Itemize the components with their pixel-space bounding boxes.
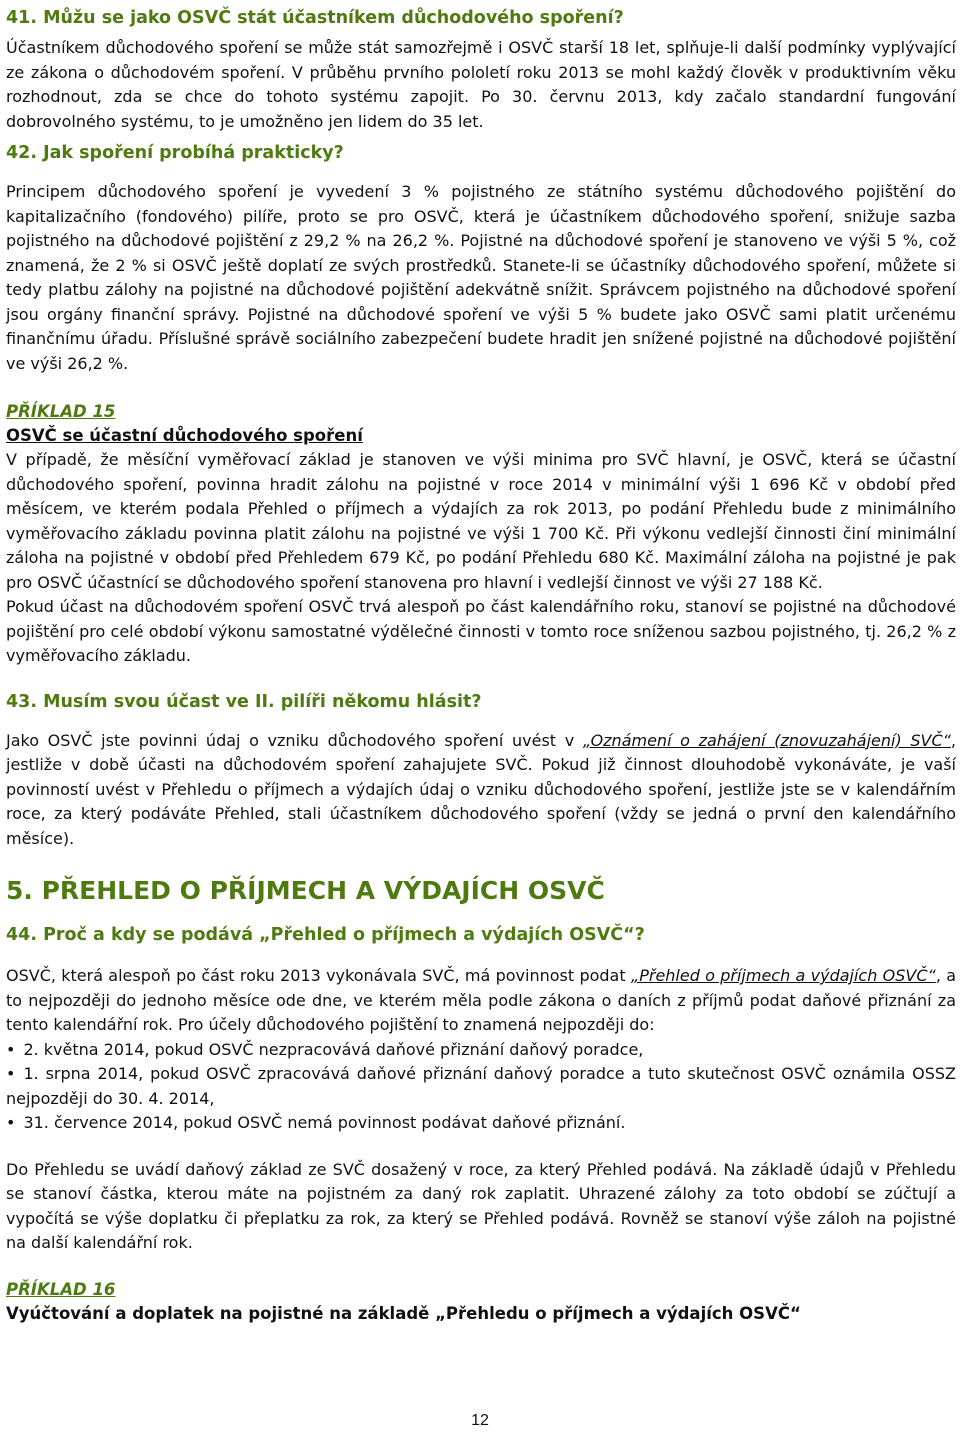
example-15-text-1: V případě, že měsíční vyměřovací základ je stanoven ve výši minima pro SVČ hlavní, je OSVČ, která se účastní důchodového spoření, povinna hradit zálohu na pojistné v roce 2014 v minimální výši 1 696 Kč v období před měsícem, ve kterém podala Přehled o příjmech a výdajích za rok 2013, po podání Přehledu bude z minimálního vyměřovacího základu povinna platit zálohu na pojistné ve výši 1 700 Kč. Při výkonu vedlejší činnosti činí minimální záloha na pojistné v období před Přehledem 679 Kč, po podání Přehledu 680 Kč. Maximální záloha na pojistné je pak pro OSVČ účastnící se důchodového spoření stanovena pro hlavní i vedlejší činnost ve výši 27 188 Kč. <box>6 450 956 592</box>
list-item: • 2. května 2014, pokud OSVČ nezpracovává daňové přiznání daňový poradce, <box>6 1038 956 1063</box>
section-heading-43: 43. Musím svou účast ve II. pilíři někomu hlásit? <box>6 691 482 712</box>
example-15 <box>6 400 956 669</box>
example-16 <box>6 1278 956 1326</box>
list-item: • 31. července 2014, pokud OSVČ nemá povinnost podávat daňové přiznání. <box>6 1111 956 1136</box>
overview-form-reference: „Přehled o příjmech a výdajích OSVČ“ <box>630 966 936 985</box>
section-heading-44: 44. Proč a kdy se podává „Přehled o příjmech a výdajích OSVČ“? <box>6 925 645 945</box>
paragraph-43-part-b: , jestliže v době účasti na důchodovém spoření zahajujete SVČ. Pokud již činnost dlouhodobě vykonáváte, je vaší povinností uvést v Přehledu o příjmech a výdajích údaj o vzniku důchodového spoření, jestliže jste se v kalendářním roce, za který podáváte Přehled, stali účastníkem důchodového spoření (vždy se jedná o první den kalendářního měsíce). <box>6 730 957 848</box>
document-page <box>6 6 956 1326</box>
deadline-list <box>6 1038 956 1136</box>
paragraph-44 <box>6 964 956 1038</box>
section-heading-42: 42. Jak spoření probíhá prakticky? <box>6 143 344 163</box>
chapter-heading-5: 5. PŘEHLED O PŘÍJMECH A VÝDAJÍCH OSVČ <box>6 876 605 905</box>
example-15-subtitle: OSVČ se účastní důchodového spoření <box>6 426 363 445</box>
example-16-subtitle: Vyúčtování a doplatek na pojistné na základě „Přehledu o příjmech a výdajích OSVČ“ <box>6 1303 801 1323</box>
list-item: • 1. srpna 2014, pokud OSVČ zpracovává daňové přiznání daňový poradce a tuto skutečnost OSVČ oznámila OSSZ nejpozději do 30. 4. 2014, <box>6 1062 956 1111</box>
paragraph-44-part-a: OSVČ, která alespoň po část roku 2013 vykonávala SVČ, má povinnost podat <box>6 966 631 985</box>
example-15-text-2: Pokud účast na důchodovém spoření OSVČ trvá alespoň po část kalendářního roku, stanoví se pojistné na důchodové pojištění pro celé období výkonu samostatné výdělečné činnosti v tomto roce sníženou sazbou pojistného, tj. 26,2 % z vyměřovacího základu. <box>6 597 956 665</box>
paragraph-41: Účastníkem důchodového spoření se může stát samozřejmě i OSVČ starší 18 let, splňuje-li další podmínky vyplývající ze zákona o důchodovém spoření. V průběhu prvního pololetí roku 2013 se mohl každý člověk v produktivním věku rozhodnout, zda se chce do tohoto systému zapojit. Po 30. červnu 2013, kdy začalo standardní fungování dobrovolného systému, to je umožněno jen lidem do 35 let. <box>6 38 956 131</box>
paragraph-43-part-a: Jako OSVČ jste povinni údaj o vzniku důchodového spoření uvést v <box>6 730 583 750</box>
example-16-title: PŘÍKLAD 16 <box>6 1279 116 1299</box>
example-15-title: PŘÍKLAD 15 <box>6 402 116 421</box>
paragraph-43 <box>6 729 956 852</box>
section-heading-41: 41. Můžu se jako OSVČ stát účastníkem důchodového spoření? <box>6 8 624 28</box>
paragraph-44-2: Do Přehledu se uvádí daňový základ ze SVČ dosažený v roce, za který Přehled podává. Na základě údajů v Přehledu se stanoví částka, kterou máte na pojistném za daný rok zaplatit. Uhrazené zálohy za toto období se zúčtují a vypočítá se výše doplatku či přeplatku za rok, za který se Přehled podává. Rovněž se stanoví výše záloh na pojistné na další kalendářní rok. <box>6 1159 956 1252</box>
page-number: 12 <box>471 1412 489 1429</box>
paragraph-44-part-b: , a to nejpozději do jednoho měsíce ode dne, ve kterém měla podle zákona o daních z příjmů podat daňové přiznání za tento kalendářní rok. Pro účely důchodového pojištění to znamená nejpozději do: <box>6 966 956 1034</box>
paragraph-42: Principem důchodového spoření je vyvedení 3 % pojistného ze státního systému důchodového pojištění do kapitalizačního (fondového) pilíře, proto se pro OSVČ, která je účastníkem důchodového spoření, snižuje sazba pojistného na důchodové pojištění z 29,2 % na 26,2 %. Pojistné na důchodové spoření je stanoveno ve výši 5 %, což znamená, že 2 % si OSVČ ještě doplatí ze svých prostředků. Stanete-li se účastníky důchodového spoření, můžete si tedy platbu zálohy na pojistné na důchodové pojištění adekvátně snížit. Správcem pojistného na důchodové spoření jsou orgány finanční správy. Pojistné na důchodové spoření ve výši 5 % budete jako OSVČ sami platit určenému finančnímu úřadu. Příslušné správě sociálního zabezpečení budete hradit jen snížené pojistné na důchodové pojištění ve výši 26,2 %. <box>6 182 956 373</box>
form-name-reference: „Oznámení o zahájení (znovuzahájení) SVČ“ <box>582 730 951 750</box>
